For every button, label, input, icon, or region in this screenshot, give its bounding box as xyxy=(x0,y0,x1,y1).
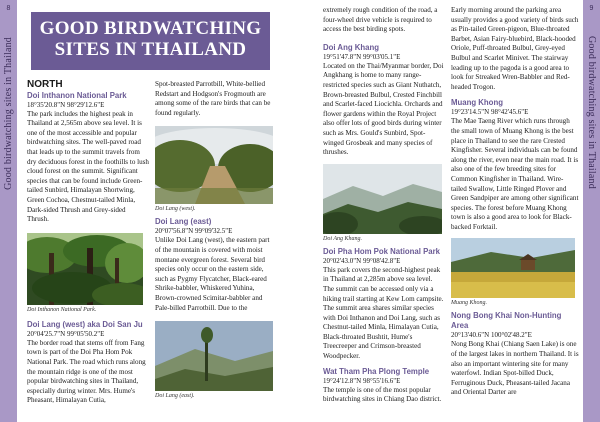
page-title: GOOD BIRDWATCHING SITES IN THAILAND xyxy=(31,12,270,70)
site-coordinates: 20°02'43.0"N 99°08'42.8"E xyxy=(323,256,401,265)
site-heading-nong-bong-khai: Nong Bong Khai Non-Hunting Area xyxy=(451,311,562,331)
site-coordinates: 19°24'12.8"N 98°55'16.6"E xyxy=(323,376,401,385)
site-heading-doi-lang-east: Doi Lang (east) xyxy=(155,217,212,227)
site-heading-doi-lang-west: Doi Lang (west) aka Doi San Ju xyxy=(27,319,143,329)
left-page-tab xyxy=(0,0,17,422)
photo-caption: Doi Ang Khang. xyxy=(323,235,363,242)
site-heading-doi-inthanon: Doi Inthanon National Park xyxy=(27,90,127,100)
forest-photo xyxy=(27,233,143,305)
site-description: The Mae Taeng River which runs through the small town of Muang Khong is the best place in Thailand to see the rare Crested Kingfisher. Several individuals can be found along the river, even near the main road. It is also one of the few breeding sites for Common Kingfisher in Thailand. Wire-tailed Swallow, Little Ringed Plover and Green Sandpiper are among other significant species. The forest before Muang Khong town is also a good area to look for Black-backed Forktail. xyxy=(451,117,579,231)
site-coordinates: 19°51'47.8"N 99°03'05.1"E xyxy=(323,52,401,61)
continued-text: Spot-breasted Parrotbill, White-bellied Redstart and Hodgson's Frogmouth are among some of the rare birds that can be found regularly. xyxy=(155,80,271,117)
site-description: The temple is one of the most popular birdwatching sites in Chiang Dao district. xyxy=(323,385,442,404)
site-coordinates: 20°13'40.6"N 100°02'48.2"E xyxy=(451,331,532,340)
site-coordinates: 19°23'14.5"N 98°42'45.6"E xyxy=(451,108,529,117)
photo-caption: Doi Lang (west). xyxy=(155,206,196,213)
misty-valley-photo xyxy=(323,164,442,234)
photo-doi-lang-west xyxy=(155,126,273,204)
left-page-number: 8 xyxy=(6,5,11,12)
rice-field-photo xyxy=(451,238,575,298)
column-2 xyxy=(155,80,277,400)
site-coordinates: 20°04'25.7"N 99°05'50.2"E xyxy=(27,329,105,338)
right-running-head: Good birdwatching sites in Thailand xyxy=(586,36,597,189)
site-heading-doi-pha-hom-pok: Doi Pha Hom Pok National Park xyxy=(323,246,440,256)
photo-caption: Doi Lang (east). xyxy=(155,393,195,400)
right-page-tab xyxy=(583,0,600,422)
site-coordinates: 20°07'56.8"N 99°09'32.5"E xyxy=(155,227,233,236)
site-heading-wat-tham-pha-plong: Wat Tham Pha Plong Temple xyxy=(323,366,430,376)
region-heading: NORTH xyxy=(27,79,63,90)
right-page-number: 9 xyxy=(589,5,594,12)
site-description: The border road that stems off from Fang town is part of the Doi Pha Hom Pok National Park. The road which runs along the mountain ridge is one of the most popular birdwatching sites in Thailand, especially during winter. Mrs. Hume's Pheasant, Himalayan Cutia, xyxy=(27,338,146,405)
site-description: This park covers the second-highest peak in Thailand at 2,285m above sea level. The summit can be accessed only via a hiking trail starting at Kew Lom campsite. The summit area shares similar species with Doi Inthanon and Doi Lang, such as Chestnut-tailed Minla, Himalayan Cutia, Black-throated Bushtit, Hume's Treecreeper and Crimson-breasted Woodpecker. xyxy=(323,265,444,361)
ridge-photo xyxy=(155,321,273,391)
site-description: Unlike Doi Lang (west), the eastern part of the mountain is covered with moist montane evergreen forest. Several bird species only occur on the eastern side, such as Pygmy Flycatcher, Black-eared Shrike-babbler, Whiskered Yuhina, Brown-crowned Scimitar-babbler and Pale-billed Parrotbill. Due to the xyxy=(155,236,270,312)
column-3 xyxy=(323,6,445,405)
site-description: Nong Bong Khai (Chiang Saen Lake) is one of the largest lakes in northern Thailand. It is also an important wintering site for many waterfowl. Indian Spot-billed Duck, Ferruginous Duck, Pheasant-tailed Jacana and Oriental Darter are xyxy=(451,340,579,397)
photo-doi-lang-east xyxy=(155,321,273,391)
column-4 xyxy=(451,6,579,398)
mountain-trail-photo xyxy=(155,126,273,204)
photo-caption: Muang Khong. xyxy=(451,300,487,307)
continued-text: extremely rough condition of the road, a four-wheel drive vehicle is required to access the best birding spots. xyxy=(323,6,438,34)
photo-muang-khong xyxy=(451,238,575,298)
column-1 xyxy=(27,80,149,406)
continued-text: Early morning around the parking area usually provides a good variety of birds such as Pin-tailed Green-pigeon, Blue-throated Barbet, Asian Fairy-bluebird, Black-hooded Oriole, Puff-throated Bulbul, Grey-eyed Bulbul and Scarlet Minivet. The stairway leading up to the pagoda is a good area to look for Streaked Wren-Babbler and Red-headed Trogon. xyxy=(451,6,579,91)
site-description: Located on the Thai/Myanmar border, Doi Angkhang is home to many range-restricted species such as Giant Nuthatch, Brown-breasted Bulbul, Crested Finchbill and Scarlet-faced Liocichla. Orchards and flower gardens within the Royal Project also offer lots of good birds during winter such as Mrs. Gould's Sunbird, Spot-winged Grosbeak and many species of thrushes. xyxy=(323,61,444,157)
photo-doi-ang-khang xyxy=(323,164,442,234)
site-description: The park includes the highest peak in Thailand at 2,565m above sea level. It is one of the most accessible and popular birdwatching sites. The well-paved road that leads up to the summit travels from dry deciduous forest in the foothills to lush cloud forest on the summit. Significant species that can be found include Green-tailed Sunbird, Himalayan Shortwing, Green Cochoa, Chestnut-tailed Minla, Dark-sided Thrush and Grey-sided Thrush. xyxy=(27,109,149,224)
left-running-head: Good birdwatching sites in Thailand xyxy=(3,37,14,190)
site-heading-muang-khong: Muang Khong xyxy=(451,98,503,108)
photo-doi-inthanon xyxy=(27,233,143,305)
site-heading-doi-ang-khang: Doi Ang Khang xyxy=(323,42,380,52)
photo-caption: Doi Inthanon National Park. xyxy=(27,306,97,313)
site-coordinates: 18°35'20.8"N 98°29'12.6"E xyxy=(27,100,105,109)
